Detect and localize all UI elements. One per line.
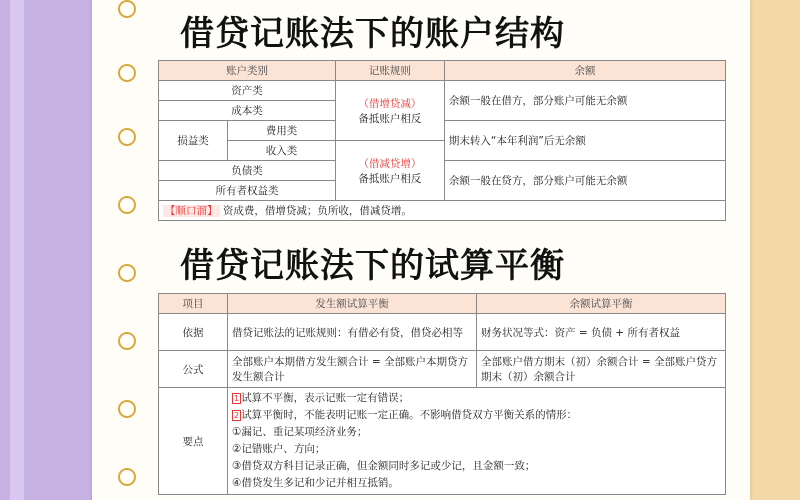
section-title-trial-balance: 借贷记账法下的试算平衡 bbox=[180, 238, 565, 287]
rule-debit-increase-main: （借增贷减） bbox=[358, 97, 422, 110]
binder-ring bbox=[118, 400, 136, 418]
binder-ring bbox=[118, 196, 136, 214]
row-basis-label: 依据 bbox=[159, 314, 228, 351]
rule-debit-increase bbox=[335, 81, 444, 141]
binder-ring bbox=[118, 332, 136, 350]
point-number: 2 bbox=[234, 411, 240, 420]
trial-balance-table bbox=[158, 293, 726, 495]
mnemonic-tag: 【顺口溜】 bbox=[165, 205, 218, 217]
row-profit-loss: 损益类 bbox=[159, 121, 228, 161]
header-account-category: 账户类别 bbox=[159, 61, 336, 81]
mnemonic-text: 资成费，借增贷减；负所收，借减贷增。 bbox=[222, 205, 412, 217]
points-list bbox=[228, 388, 726, 495]
balance-closed: 期末转入“本年利润”后无余额 bbox=[444, 121, 725, 161]
row-equity: 所有者权益类 bbox=[159, 181, 336, 201]
balance-credit: 余额一般在贷方，部分账户可能无余额 bbox=[444, 161, 725, 201]
binder-ring bbox=[118, 468, 136, 486]
point-item: ③借贷双方科目记录正确，但金额同时多记或少记，且金额一致； bbox=[232, 460, 536, 472]
rule-debit-decrease-main: （借减贷增） bbox=[358, 157, 422, 170]
header-item: 项目 bbox=[159, 294, 228, 314]
row-costs: 成本类 bbox=[159, 101, 336, 121]
section-title-account-structure: 借贷记账法下的账户结构 bbox=[180, 6, 565, 55]
point-item: ④借贷发生多记和少记并相互抵销。 bbox=[232, 477, 399, 489]
point-item: ①漏记、重记某项经济业务； bbox=[232, 426, 368, 438]
row-assets: 资产类 bbox=[159, 81, 336, 101]
header-amount-trial: 发生额试算平衡 bbox=[228, 294, 477, 314]
account-structure-table bbox=[158, 60, 726, 221]
row-formula-label: 公式 bbox=[159, 351, 228, 388]
binder-ring bbox=[118, 128, 136, 146]
point-item: ②记错账户、方向； bbox=[232, 443, 326, 455]
formula-balance: 全部账户借方期末（初）余额合计 = 全部账户贷方期末（初）余额合计 bbox=[477, 351, 726, 388]
background-stripe-right bbox=[750, 0, 800, 500]
basis-amount: 借贷记账法的记账规则：有借必有贷，借贷必相等 bbox=[228, 314, 477, 351]
rule-debit-decrease-sub: 备抵账户相反 bbox=[358, 172, 422, 185]
point-item: 2 试算平衡时，不能表明记账一定正确。不影响借贷双方平衡关系的情形： bbox=[234, 409, 578, 421]
mnemonic-note bbox=[159, 201, 726, 221]
basis-balance: 财务状况等式：资产 = 负债 + 所有者权益 bbox=[477, 314, 726, 351]
binder-ring bbox=[118, 0, 136, 18]
header-balance-trial: 余额试算平衡 bbox=[477, 294, 726, 314]
binder-ring bbox=[118, 264, 136, 282]
row-income: 收入类 bbox=[228, 141, 336, 161]
binder-ring bbox=[118, 64, 136, 82]
point-number: 1 bbox=[234, 394, 240, 403]
row-expense: 费用类 bbox=[228, 121, 336, 141]
row-points-label: 要点 bbox=[159, 388, 228, 495]
header-balance: 余额 bbox=[444, 61, 725, 81]
point-item: 1 试算不平衡，表示记账一定有错误； bbox=[234, 392, 410, 404]
formula-amount: 全部账户本期借方发生额合计 = 全部账户本期贷方发生额合计 bbox=[228, 351, 477, 388]
row-liabilities: 负债类 bbox=[159, 161, 336, 181]
header-rule: 记账规则 bbox=[335, 61, 444, 81]
rule-debit-decrease bbox=[335, 141, 444, 201]
balance-debit: 余额一般在借方，部分账户可能无余额 bbox=[444, 81, 725, 121]
rule-debit-increase-sub: 备抵账户相反 bbox=[358, 112, 422, 125]
background-stripe-left-inner bbox=[10, 0, 24, 500]
